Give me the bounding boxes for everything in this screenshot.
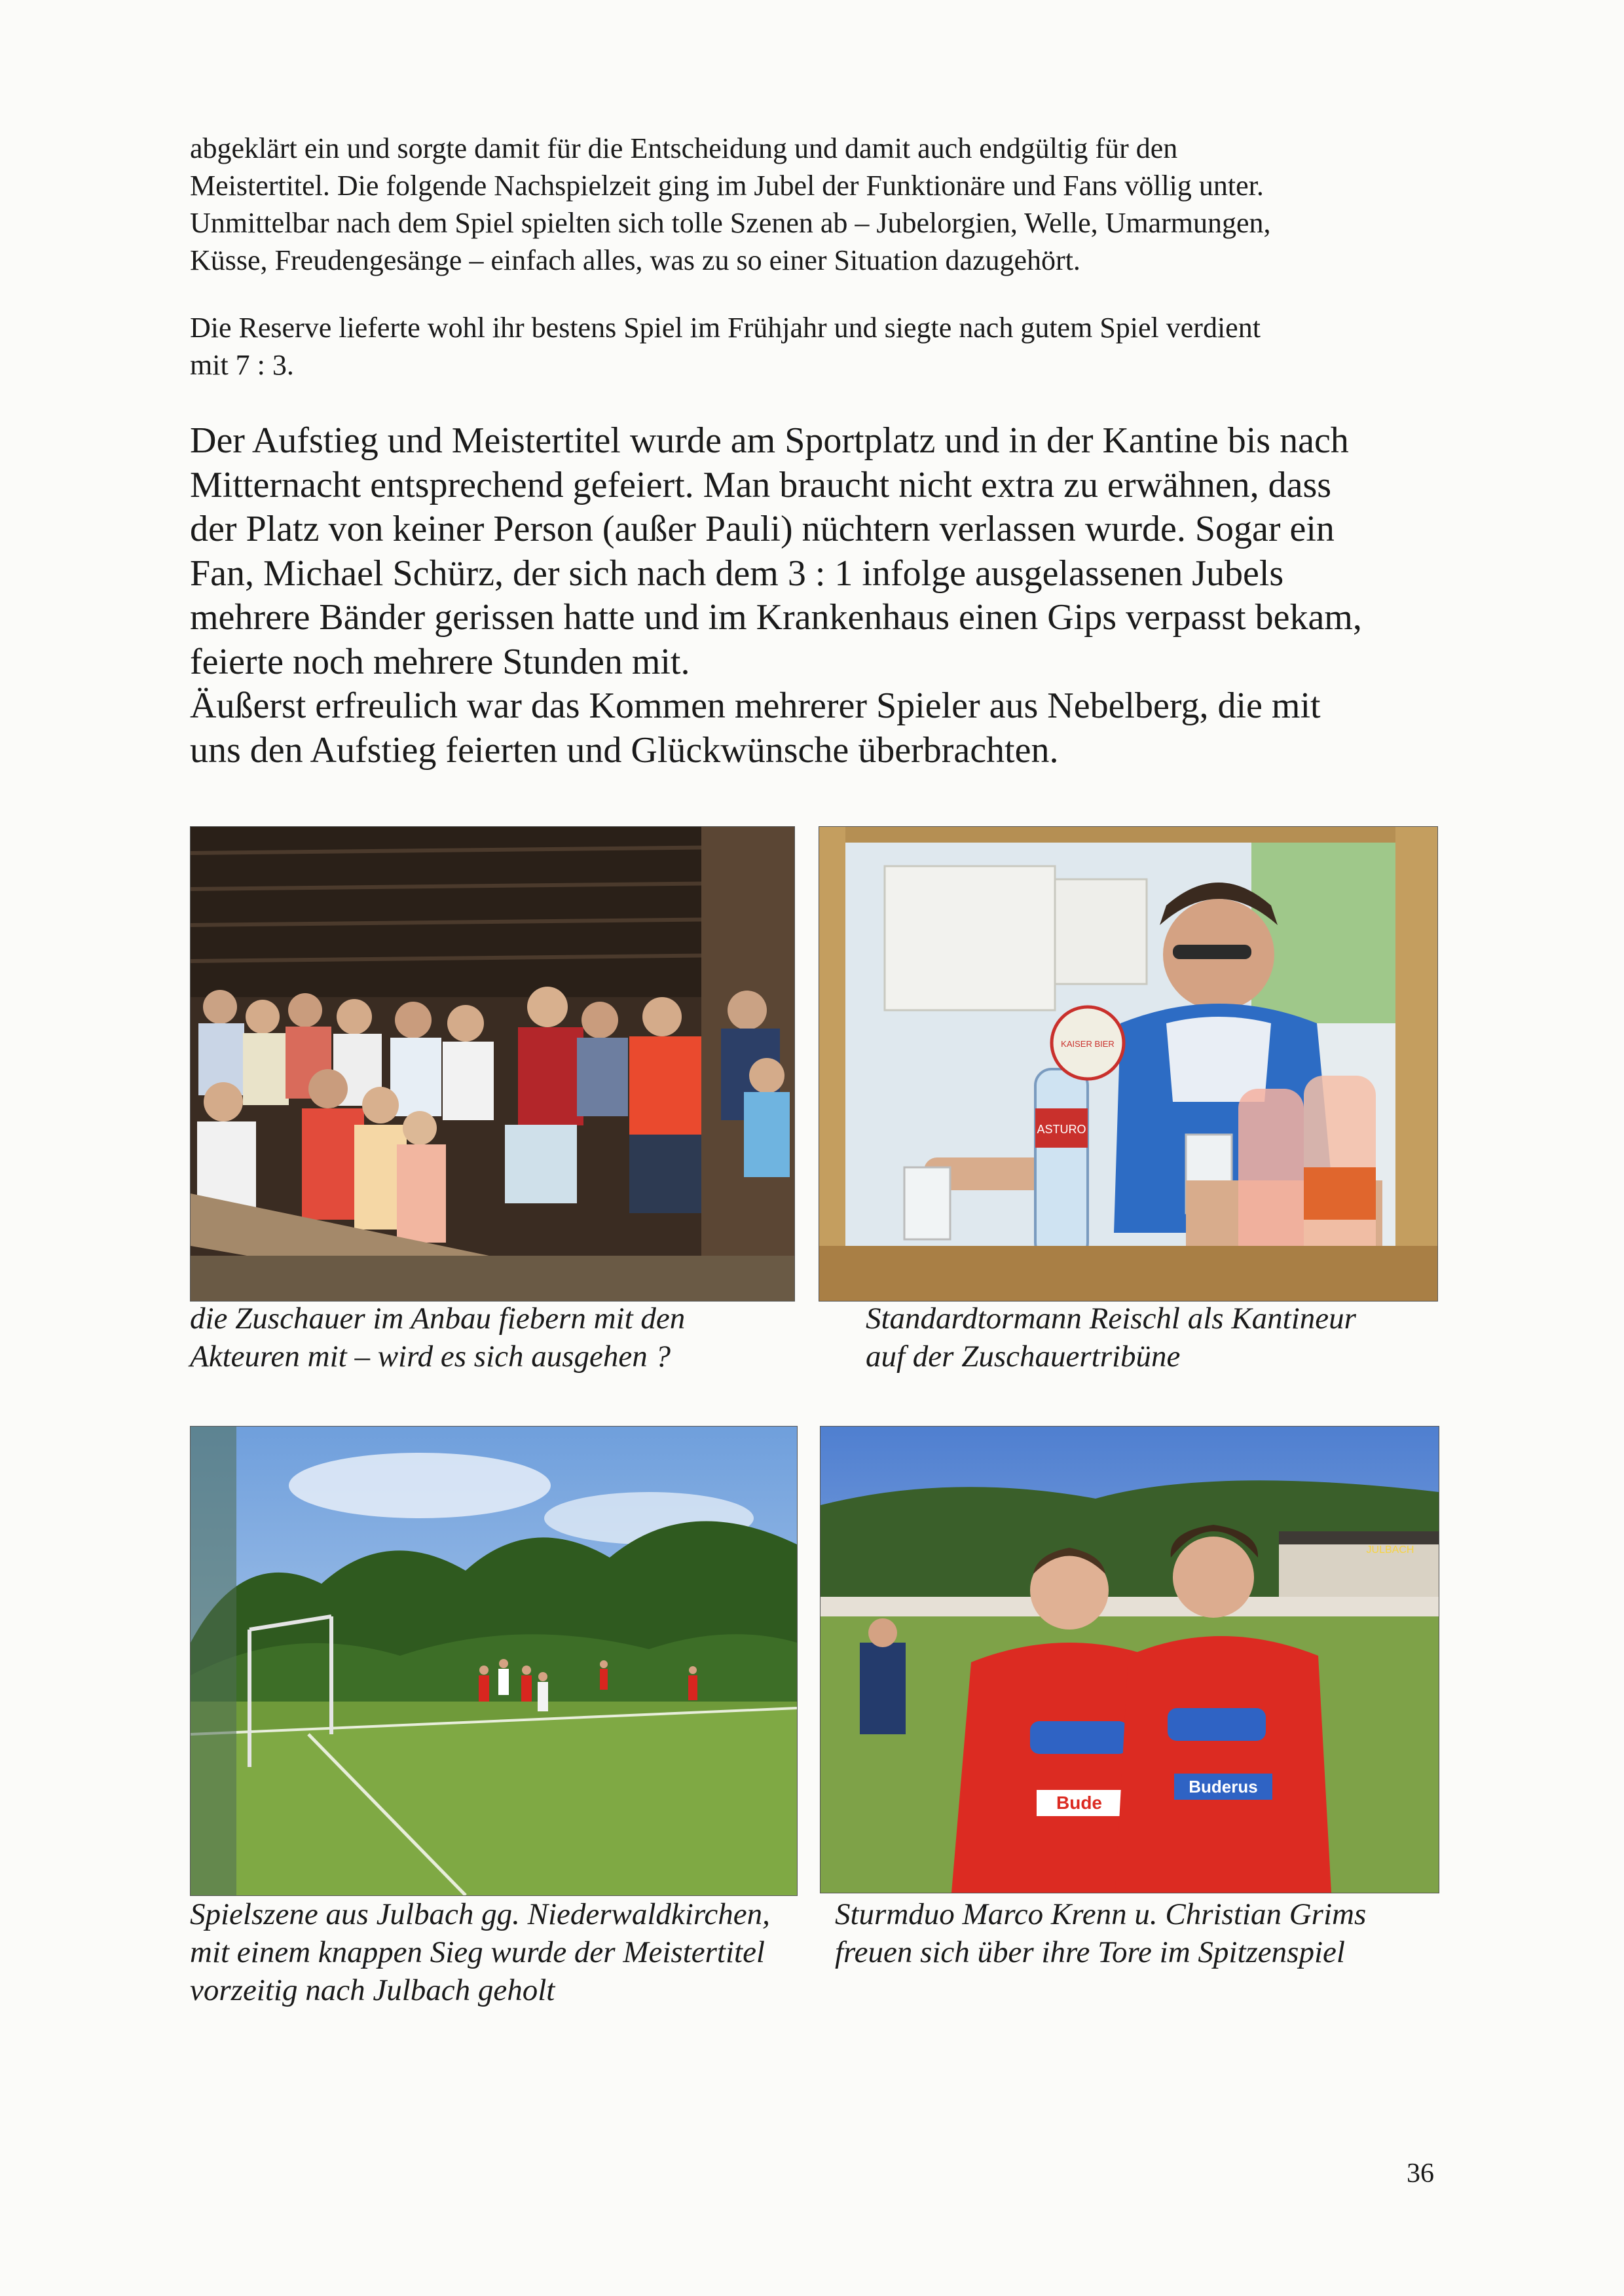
- caption-strikers: [835, 1895, 1444, 1971]
- caption-line: die Zuschauer im Anbau fiebern mit den: [190, 1302, 686, 1336]
- stadium-sign-text: JULBACH: [1366, 1544, 1414, 1556]
- caption-kiosk: [866, 1300, 1455, 1376]
- text-line: Unmittelbar nach dem Spiel spielten sich tolle Szenen ab – Jubelorgien, Welle, Umarmungen,: [190, 207, 1271, 239]
- caption-line: freuen sich über ihre Tore im Spitzenspiel: [835, 1935, 1345, 1969]
- text-line: Küsse, Freudengesänge – einfach alles, was zu so einer Situation dazugehört.: [190, 244, 1080, 276]
- text-line: Meistertitel. Die folgende Nachspielzeit ging im Jubel der Funktionäre und Fans völlig unter.: [190, 170, 1264, 202]
- caption-spectators: [190, 1300, 799, 1376]
- paragraph-match-end: [190, 130, 1431, 279]
- photo-spectators: [190, 826, 795, 1302]
- photo-match-scene: [190, 1426, 798, 1896]
- page-number: 36: [1407, 2159, 1434, 2189]
- jersey-sponsor-text-left: Bude: [1056, 1793, 1102, 1813]
- text-line: Der Aufstieg und Meistertitel wurde am Sportplatz und in der Kantine bis nach: [190, 420, 1349, 461]
- caption-line: Akteuren mit – wird es sich ausgehen ?: [190, 1339, 671, 1374]
- caption-line: vorzeitig nach Julbach geholt: [190, 1973, 555, 2007]
- paragraph-reserve: [190, 309, 1431, 384]
- text-line: feierte noch mehrere Stunden mit.: [190, 641, 690, 682]
- text-line: Mitternacht entsprechend gefeiert. Man braucht nicht extra zu erwähnen, dass: [190, 464, 1332, 505]
- text-line: mehrere Bänder gerissen hatte und im Krankenhaus einen Gips verpasst bekam,: [190, 597, 1362, 638]
- photo-strikers: [820, 1426, 1439, 1893]
- text-line: uns den Aufstieg feierten und Glückwünsche überbrachten.: [190, 729, 1059, 771]
- caption-line: auf der Zuschauertribüne: [866, 1339, 1181, 1374]
- photo-kiosk: [819, 826, 1438, 1302]
- caption-line: mit einem knappen Sieg wurde der Meistertitel: [190, 1935, 765, 1969]
- jersey-sponsor-text-right: Buderus: [1189, 1777, 1258, 1796]
- text-line: abgeklärt ein und sorgte damit für die Entscheidung und damit auch endgültig für den: [190, 132, 1178, 164]
- text-line: der Platz von keiner Person (außer Pauli) nüchtern verlassen wurde. Sogar ein: [190, 509, 1335, 549]
- paragraph-celebration: [190, 419, 1431, 773]
- text-line: Die Reserve lieferte wohl ihr bestens Spiel im Frühjahr und siegte nach gutem Spiel verdient: [190, 312, 1261, 344]
- text-line: mit 7 : 3.: [190, 349, 294, 381]
- sign-logo-text: KAISER BIER: [1061, 1039, 1115, 1049]
- text-line: Fan, Michael Schürz, der sich nach dem 3 : 1 infolge ausgelassenen Jubels: [190, 553, 1284, 594]
- caption-line: Standardtormann Reischl als Kantineur: [866, 1302, 1356, 1336]
- caption-line: Spielszene aus Julbach gg. Niederwaldkirchen,: [190, 1897, 770, 1931]
- text-line: Äußerst erfreulich war das Kommen mehrerer Spieler aus Nebelberg, die mit: [190, 685, 1321, 726]
- bottle-label-text: ASTURO: [1037, 1123, 1086, 1136]
- caption-match-scene: [190, 1895, 819, 2009]
- caption-line: Sturmduo Marco Krenn u. Christian Grims: [835, 1897, 1367, 1931]
